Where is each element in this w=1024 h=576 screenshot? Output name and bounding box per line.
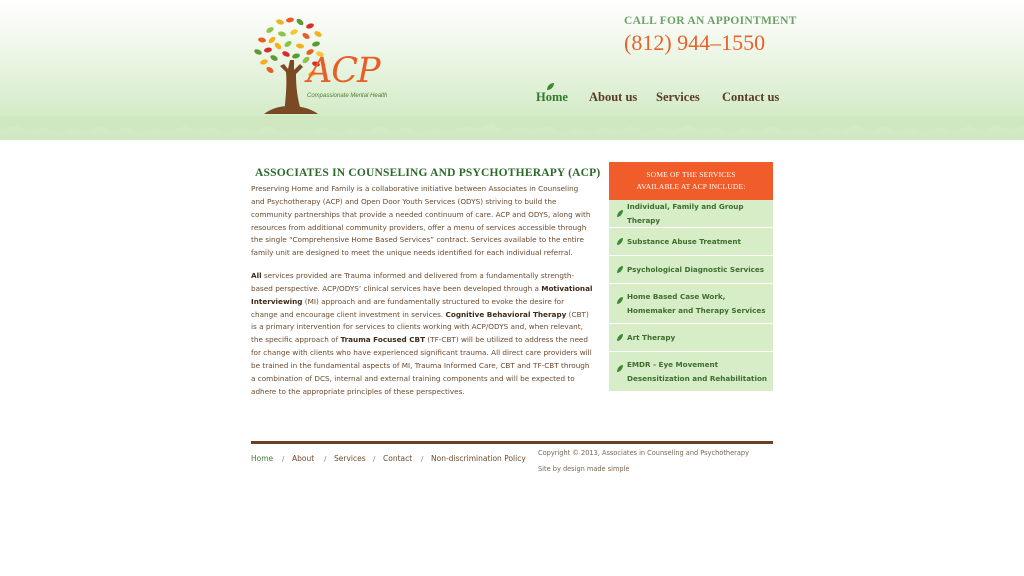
copyright-text: Copyright © 2013, Associates in Counseling and Psychotherapy bbox=[538, 449, 749, 457]
sidebar-heading-line: SOME OF THE SERVICES bbox=[646, 170, 736, 179]
nav-home-label: Home bbox=[536, 90, 568, 104]
footer-separator: / bbox=[421, 455, 424, 463]
leaf-icon bbox=[616, 334, 624, 342]
service-label: Art Therapy bbox=[627, 332, 676, 342]
service-item[interactable] bbox=[609, 256, 773, 284]
leaf-icon bbox=[616, 238, 624, 246]
nav-home[interactable] bbox=[536, 90, 568, 105]
bold-text: Cognitive Behavioral Therapy bbox=[445, 309, 567, 319]
nav-about-us[interactable]: About us bbox=[589, 90, 638, 104]
leaf-icon bbox=[616, 365, 624, 373]
footer-link-about[interactable]: About bbox=[292, 454, 315, 463]
bold-text: All bbox=[251, 271, 262, 281]
bold-text: Trauma Focused CBT bbox=[340, 335, 426, 345]
page-title-text: ASSOCIATES IN COUNSELING AND PSYCHOTHERAPY (ACP) bbox=[255, 167, 601, 179]
main-content bbox=[251, 167, 601, 399]
phone-number[interactable]: (812) 944–1550 bbox=[624, 30, 766, 55]
paragraph-text: (MI) approach and are fundamentally structured to evoke the desire for change and encourage client investment in services. bbox=[251, 296, 565, 319]
footer-separator: / bbox=[282, 455, 285, 463]
footer-link-contact[interactable]: Contact bbox=[383, 454, 413, 463]
logo-tagline: Compassionate Mental Health bbox=[307, 93, 388, 99]
sidebar-heading bbox=[609, 162, 773, 200]
nav-contact-us[interactable]: Contact us bbox=[722, 90, 780, 104]
footer-link-services[interactable]: Services bbox=[334, 454, 366, 463]
footer-divider bbox=[251, 441, 773, 444]
page-title bbox=[251, 167, 601, 179]
leaf-icon bbox=[616, 266, 624, 274]
service-label: Individual, Family and Group Therapy bbox=[627, 201, 744, 225]
services-paragraph bbox=[251, 270, 593, 398]
footer-separator: / bbox=[324, 455, 327, 463]
leaf-icon bbox=[616, 297, 624, 305]
services-sidebar bbox=[609, 162, 773, 392]
logo-wordmark[interactable]: ACP bbox=[307, 51, 380, 91]
paragraph-text: (TF-CBT) will be utilized to address the need for change with clients who have experienced significant trauma. All direct care providers will be trained in the fundamental aspects of MI, Trauma Informed Care, CBT and TF-CBT through a combination of DCS, internal and external training components and will be expected to adhere to the appropriate principles of these perspectives. bbox=[251, 335, 592, 396]
call-label: CALL FOR AN APPOINTMENT bbox=[624, 15, 797, 27]
service-item[interactable] bbox=[609, 228, 773, 256]
service-label: Substance Abuse Treatment bbox=[627, 236, 741, 246]
service-item[interactable] bbox=[609, 352, 773, 392]
leaf-icon bbox=[546, 83, 555, 91]
leaf-icon bbox=[616, 210, 624, 218]
intro-paragraph: Preserving Home and Family is a collaborative initiative between Associates in Counseling and Psychotherapy (ACP) and Open Door Youth Services (ODYS) striving to build the community partnerships that provide a needed continuum of care. ACP and ODYS, along with resources from additional community providers, offer a menu of services accessible through the single “Comprehensive Home Based Services” contract. Services available to the entire family unit are designed to meet the unique needs identified for each individual referral. bbox=[251, 184, 591, 258]
footer-link-non-discrimination[interactable]: Non-discrimination Policy bbox=[431, 454, 526, 463]
bold-text: Motivational Interviewing bbox=[251, 283, 593, 306]
footer-separator: / bbox=[373, 455, 376, 463]
service-label: Psychological Diagnostic Services bbox=[627, 264, 765, 274]
service-item[interactable] bbox=[609, 200, 773, 228]
paragraph-text: (CBT) is a primary intervention for services to clients working with ACP/ODYS and, when relevant, the specific approach of bbox=[251, 309, 589, 345]
footer-link-home[interactable]: Home bbox=[251, 454, 274, 463]
service-item[interactable] bbox=[609, 284, 773, 324]
sidebar-heading-line: AVAILABLE AT ACP INCLUDE: bbox=[636, 182, 746, 191]
paragraph-text: services provided are Trauma informed and delivered from a fundamentally strength-based perspective. ACP/ODYS’ clinical services have been developed through a bbox=[251, 271, 575, 293]
service-label: Home Based Case Work, Homemaker and Therapy Services bbox=[627, 291, 766, 315]
nav-services[interactable]: Services bbox=[656, 90, 700, 104]
service-item[interactable] bbox=[609, 324, 773, 352]
header-torn-edge bbox=[0, 116, 1024, 146]
service-label: EMDR - Eye Movement Desensitization and Rehabilitation bbox=[627, 359, 768, 383]
site-credit: Site by design made simple bbox=[538, 465, 630, 473]
